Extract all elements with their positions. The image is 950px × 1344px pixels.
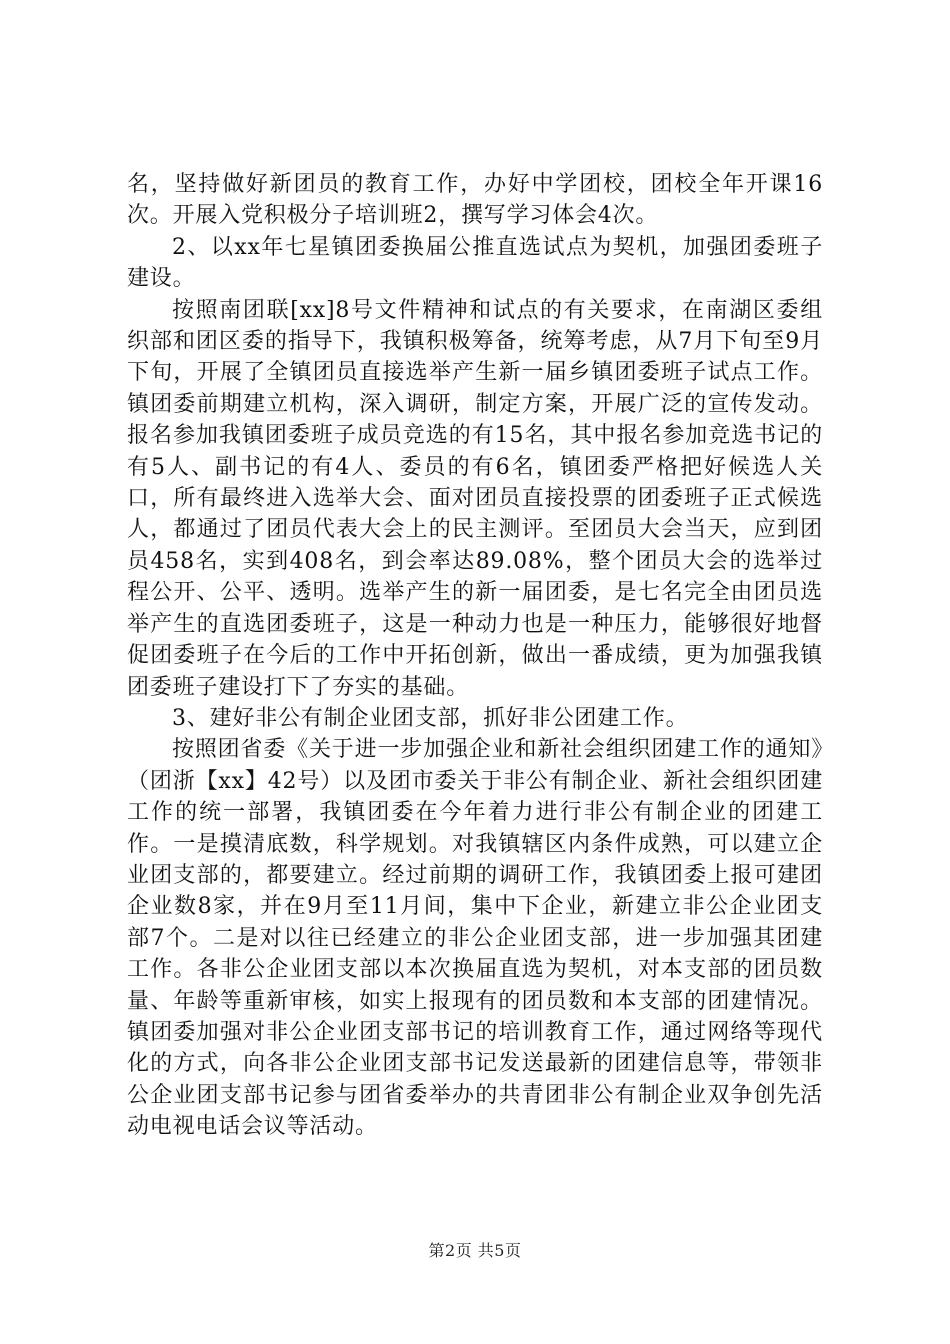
paragraph-non-public-enterprise: 按照团省委《关于进一步加强企业和新社会组织团建工作的通知》（团浙【xx】42号）以及团市委关于非公有制企业、新社会组织团建工作的统一部署，我镇团委在今年着力进行非公有制企业的团建工作。一是摸清底数，科学规划。对我镇辖区内条件成熟，可以建立企业团支部的，都要建立。经过前期的调研工作，我镇团委上报可建团企业数8家，并在9月至11月间，集中下企业，新建立非公企业团支部7个。二是对以往已经建立的非公企业团支部，进一步加强其团建工作。各非公企业团支部以本次换届直选为契机，对本支部的团员数量、年龄等重新审核，如实上报现有的团员数和本支部的团建情况。镇团委加强对非公企业团支部书记的培训教育工作，通过网络等现代化的方式，向各非公企业团支部书记发送最新的团建信息等，带领非公企业团支部书记参与团省委举办的共青团非公有制企业双争创先活动电视电话会议等活动。	[127, 737, 823, 1140]
document-body	[127, 169, 823, 1143]
paragraph-heading-2: 2、以xx年七星镇团委换届公推直选试点为契机，加强团委班子建设。	[127, 234, 823, 292]
page-number-footer: 第2页 共5页	[428, 1241, 522, 1260]
paragraph-election-details: 按照南团联[xx]8号文件精神和试点的有关要求，在南湖区委组织部和团区委的指导下，我镇积极筹备，统筹考虑，从7月下旬至9月下旬，开展了全镇团员直接选举产生新一届乡镇团委班子试点工作。镇团委前期建立机构，深入调研，制定方案，开展广泛的宣传发动。报名参加我镇团委班子成员竞选的有15名，其中报名参加竞选书记的有5人、副书记的有4人、委员的有6名，镇团委严格把好候选人关口，所有最终进入选举大会、面对团员直接投票的团委班子正式候选人，都通过了团员代表大会上的民主测评。至团员大会当天，应到团员458名，实到408名，到会率达89.08%，整个团员大会的选举过程公开、公平、透明。选举产生的新一届团委，是七名完全由团员选举产生的直选团委班子，这是一种动力也是一种压力，能够很好地督促团委班子在今后的工作中开拓创新，做出一番成绩，更为加强我镇团委班子建设打下了夯实的基础。	[127, 297, 823, 700]
paragraph-continuation: 名，坚持做好新团员的教育工作，办好中学团校，团校全年开课16次。开展入党积极分子培训班2，撰写学习体会4次。	[127, 172, 823, 229]
paragraph-heading-3: 3、建好非公有制企业团支部，抓好非公团建工作。	[172, 705, 689, 731]
